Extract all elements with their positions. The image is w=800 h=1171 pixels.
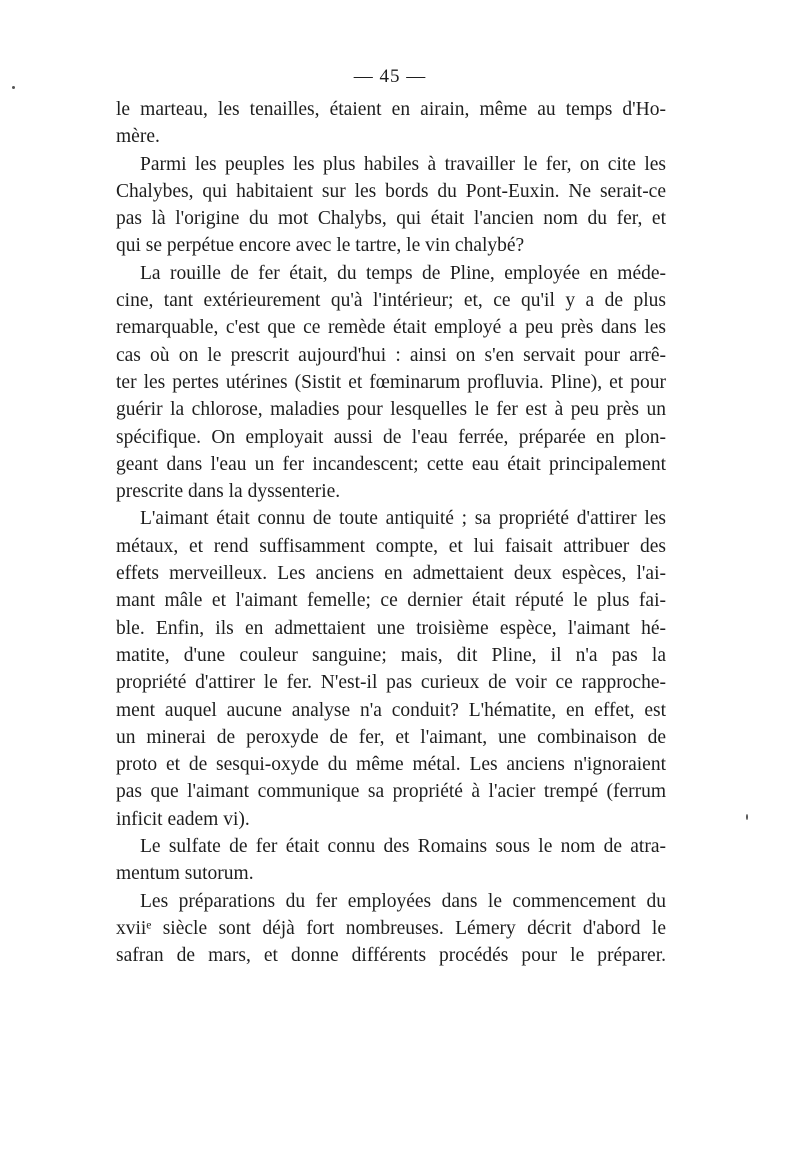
page-number: — 45 — (353, 66, 427, 87)
speck-mark (746, 814, 748, 820)
text-line: remarquable, c'est que ce remède était employé a peu près dans les (116, 317, 666, 339)
body-text (116, 96, 666, 970)
text-line: prescrite dans la dyssenterie. (116, 481, 341, 503)
text-line: le marteau, les tenailles, étaient en airain, même au temps d'Ho- (116, 99, 666, 120)
text-line: métaux, et rend suffisamment compte, et lui faisait attribuer des (116, 535, 666, 557)
text-line: ble. Enfin, ils en admettaient une troisième espèce, l'aimant hé- (116, 617, 666, 639)
text-line: propriété d'attirer le fer. N'est-il pas curieux de voir ce rapproche- (116, 672, 666, 694)
text-line: cine, tant extérieurement qu'à l'intérieur; et, ce qu'il y a de plus (116, 290, 666, 312)
text-line: spécifique. On employait aussi de l'eau ferrée, préparée en plon- (116, 426, 666, 448)
text-line: mentum sutorum. (116, 863, 254, 885)
text-line: un minerai de peroxyde de fer, et l'aimant, une combinaison de (116, 726, 666, 748)
text-line: La rouille de fer était, du temps de Pline, employée en méde- (140, 262, 666, 284)
text-line: Parmi les peuples les plus habiles à travailler le fer, on cite les (140, 153, 666, 175)
text-line: inficit eadem vi). (116, 808, 250, 830)
text-line: Le sulfate de fer était connu des Romains sous le nom de atra- (140, 836, 666, 858)
speck-mark (12, 86, 15, 89)
text-line: guérir la chlorose, maladies pour lesquelles le fer est à peu près un (116, 399, 666, 421)
text-line: pas que l'aimant communique sa propriété à l'acier trempé (ferrum (116, 781, 666, 803)
text-line: proto et de sesqui-oxyde du même métal. Les anciens n'ignoraient (116, 754, 666, 776)
text-line: mant mâle et l'aimant femelle; ce dernier était réputé le plus fai- (116, 590, 666, 612)
text-line: cas où on le prescrit aujourd'hui : ainsi on s'en servait pour arrê- (116, 344, 666, 366)
text-line: safran de mars, et donne différents procédés pour le préparer. (116, 945, 666, 967)
text-line: geant dans l'eau un fer incandescent; cette eau était principalement (116, 453, 666, 475)
text-line: effets merveilleux. Les anciens en admettaient deux espèces, l'ai- (116, 563, 666, 585)
text-line: xviiᵉ siècle sont déjà fort nombreuses. Lémery décrit d'abord le (116, 917, 666, 939)
text-line: L'aimant était connu de toute antiquité ; sa propriété d'attirer les (140, 508, 666, 530)
text-line: mère. (116, 126, 160, 148)
text-line: qui se perpétue encore avec le tartre, le vin chalybé? (116, 235, 525, 257)
text-line: Les préparations du fer employées dans le commencement du (140, 890, 666, 912)
text-line: ter les pertes utérines (Sistit et fœminarum profluvia. Pline), et pour (116, 371, 666, 393)
text-line: Chalybes, qui habitaient sur les bords du Pont-Euxin. Ne serait-ce (116, 180, 666, 202)
text-line: matite, d'une couleur sanguine; mais, dit Pline, il n'a pas la (116, 644, 666, 666)
text-line: ment auquel aucune analyse n'a conduit? L'hématite, en effet, est (116, 699, 666, 721)
text-line: pas là l'origine du mot Chalybs, qui était l'ancien nom du fer, et (116, 208, 666, 230)
